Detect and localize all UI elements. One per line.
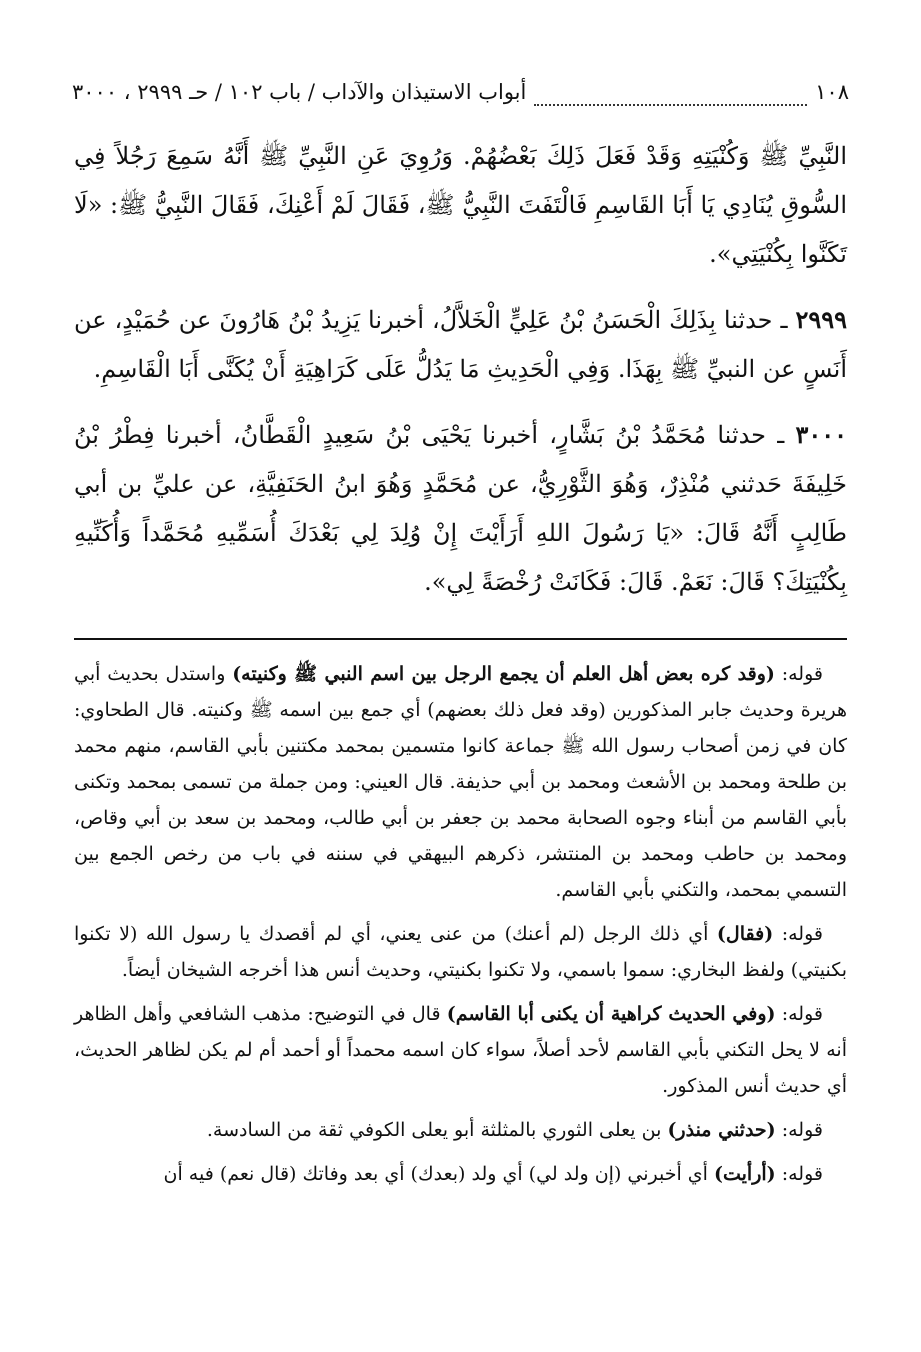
note-body: أي ذلك الرجل (لم أعنك) من عنى يعني، أي لم أقصدك يا رسول الله (لا تكنوا بكنيتي) ولفظ البخاري: سموا باسمي، ولا تكنوا بكنيتي، وحديث أنس هذا أخرجه الشيخان أيضاً. <box>74 923 847 981</box>
note-quote: (وفي الحديث كراهية أن يكنى أبا القاسم) <box>446 1003 776 1025</box>
leader-dots <box>534 103 807 106</box>
commentary <box>74 656 847 1200</box>
hadith-number: ٣٠٠٠ <box>795 420 847 449</box>
note-lead: قوله: <box>775 1163 823 1185</box>
note-body: واستدل بحديث أبي هريرة وحديث جابر المذكورين (وقد فعل ذلك بعضهم) أي جمع بين اسمه ﷺ وكنيته. قال الطحاوي: كان في زمن أصحاب رسول الله ﷺ جماعة كانوا متسمين بمحمد مكتنين بأبي القاسم، منهم محمد بن طلحة ومحمد بن الأشعث ومحمد بن أبي حذيفة. قال العيني: ومن جملة من تسمى بمحمد وتكنى بأبي القاسم من أبناء وجوه الصحابة محمد بن جعفر بن أبي طالب، ومحمد بن سعد بن أبي وقاص، ومحمد بن حاطب ومحمد بن المنتشر، ذكرهم البيهقي في سننه في باب من رخص الجمع بين التسمي بمحمد، والتكني بأبي القاسم. <box>74 663 847 901</box>
hadith-continuation: النَّبِيِّ ﷺ وَكُنْيَتِهِ وَقَدْ فَعَلَ ذَلِكَ بَعْضُهُمْ. وَرُوِيَ عَنِ النَّبِيِّ ﷺ أَنَّهُ سَمِعَ رَجُلاً فِي السُّوقِ يُنَادِي يَا أَبَا القَاسِمِ فَالْتَفَتَ النَّبِيُّ ﷺ، فَقَالَ لَمْ أَعْنِكَ، فَقَالَ النَّبِيُّ ﷺ: «لَا تَكَنَّوا بِكُنْيَتِي». <box>74 142 847 268</box>
note-lead: قوله: <box>775 1119 823 1141</box>
hadith-body: ـ حدثنا مُحَمَّدُ بْنُ بَشَّارٍ، أخبرنا يَحْيَى بْنُ سَعِيدٍ الْقَطَّانُ، أخبرنا فِطْرُ بْنُ خَلِيفَةَ حَدثني مُنْذِرٌ، وَهُوَ الثَّوْرِيُّ، عن مُحَمَّدٍ وَهُوَ ابنُ الحَنَفِيَّةِ، عن عليِّ بن أبي طَالِبٍ أَنَّهُ قَالَ: «يَا رَسُولَ اللهِ أَرَأَيْتَ إِنْ وُلِدَ لِي بَعْدَكَ أُسَمِّيهِ مُحَمَّداً وَأُكَنِّيهِ بِكُنْيَتِكَ؟ قَالَ: نَعَمْ. قَالَ: فَكَانَتْ رُخْصَةً لِي». <box>74 421 847 596</box>
commentary-note <box>74 1156 847 1192</box>
hadith-text <box>74 132 847 623</box>
footnote-separator <box>74 638 847 640</box>
note-quote: (حدثني منذر) <box>667 1119 776 1141</box>
note-quote: (أرأيت) <box>714 1163 776 1185</box>
note-quote: (فقال) <box>716 923 774 945</box>
note-lead: قوله: <box>773 923 823 945</box>
hadith-3000 <box>74 410 847 607</box>
hadith-body: ـ حدثنا بِذَلِكَ الْحَسَنُ بْنُ عَلِيٍّ الْخَلاَّلُ، أخبرنا يَزِيدُ بْنُ هَارُونَ عن حُمَيْدٍ، عن أَنَسٍ عن النبيِّ ﷺ بِهَذَا. وَفِي الْحَدِيثِ مَا يَدُلُّ عَلَى كَرَاهِيَةِ أَنْ يُكَنَّى أَبَا الْقَاسِمِ. <box>74 306 847 383</box>
chapter-title: أبواب الاستيذان والآداب / باب ١٠٢ / حـ ٢٩٩٩ ، ٣٠٠٠ <box>72 80 527 104</box>
hadith-2999 <box>74 295 847 394</box>
note-body: أي أخبرني (إن ولد لي) أي ولد (بعدك) أي بعد وفاتك (قال نعم) فيه أن <box>163 1163 714 1185</box>
commentary-note <box>74 916 847 988</box>
page-number: ١٠٨ <box>815 80 849 104</box>
note-body: بن يعلى الثوري بالمثلثة أبو يعلى الكوفي ثقة من السادسة. <box>206 1119 668 1141</box>
hadith-number: ٢٩٩٩ <box>795 305 847 334</box>
running-header <box>72 80 849 120</box>
commentary-note <box>74 656 847 908</box>
note-lead: قوله: <box>775 1003 823 1025</box>
note-lead: قوله: <box>774 663 823 685</box>
note-quote: (وقد كره بعض أهل العلم أن يجمع الرجل بين اسم النبي ﷺ وكنيته) <box>232 663 775 685</box>
commentary-note <box>74 996 847 1104</box>
note-body: قال في التوضيح: مذهب الشافعي وأهل الظاهر أنه لا يحل التكني بأبي القاسم لأحد أصلاً، سواء كان اسمه محمداً أو أحمد أم لم يكن لظاهر الحديث، أي حديث أنس المذكور. <box>74 1003 847 1097</box>
commentary-note <box>74 1112 847 1148</box>
